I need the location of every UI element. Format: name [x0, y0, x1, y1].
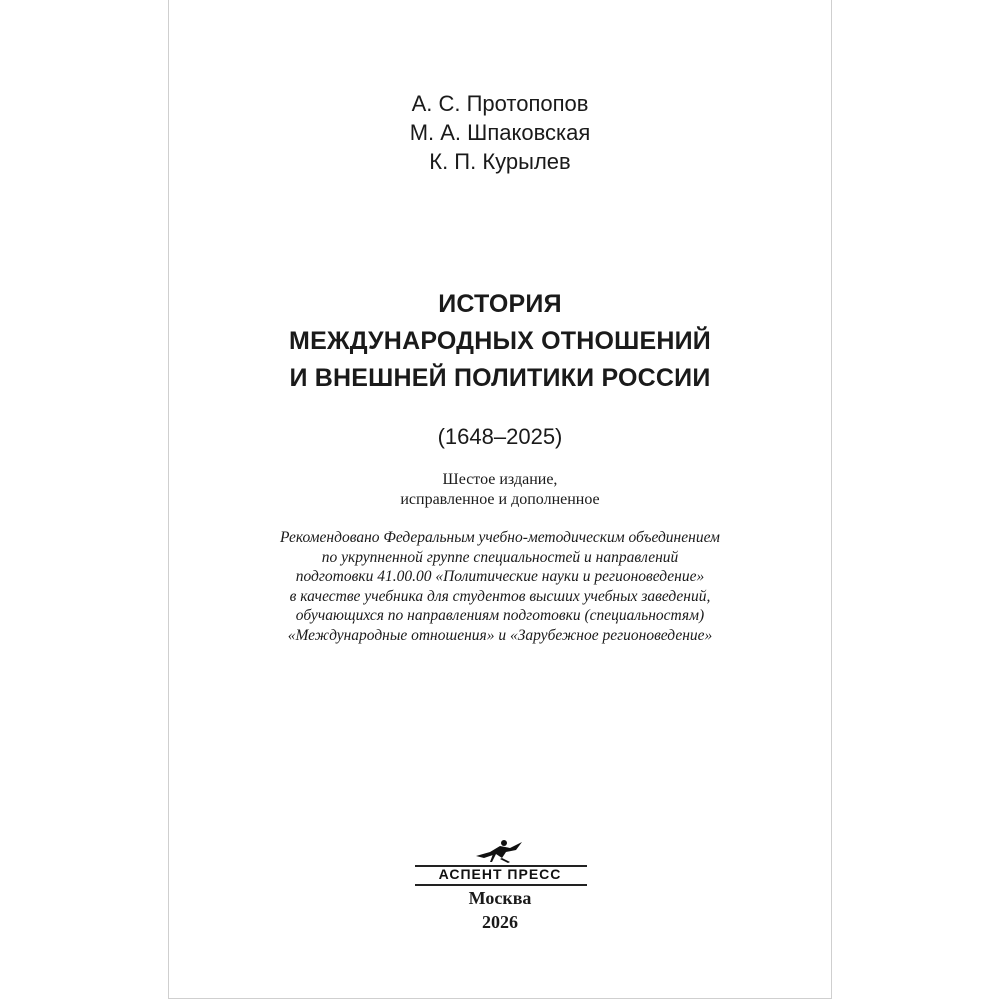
- edition-info: [169, 470, 831, 510]
- title-line: И ВНЕШНЕЙ ПОЛИТИКИ РОССИИ: [289, 364, 711, 392]
- title-page: [168, 0, 832, 999]
- imprint: [169, 886, 831, 934]
- recommendation-text: [169, 528, 831, 645]
- title-line: МЕЖДУНАРОДНЫХ ОТНОШЕНИЙ: [289, 327, 711, 355]
- recommendation-line: подготовки 41.00.00 «Политические науки и регионоведение»: [295, 568, 705, 585]
- recommendation-line: Рекомендовано Федеральным учебно-методическим объединением: [280, 529, 720, 546]
- recommendation-line: в качестве учебника для студентов высших учебных заведений,: [289, 587, 711, 605]
- edition-line: исправленное и дополненное: [400, 491, 600, 508]
- running-figure-icon: [470, 838, 530, 864]
- recommendation-line: «Международные отношения» и «Зарубежное регионоведение»: [287, 626, 713, 644]
- author-name: М. А. Шпаковская: [409, 120, 591, 145]
- recommendation-line: по укрупненной группе специальностей и направлений: [321, 548, 679, 566]
- edition-line: Шестое издание,: [442, 471, 558, 488]
- year-range: (1648–2025): [437, 424, 563, 449]
- publisher-logo: [169, 838, 831, 888]
- recommendation-line: обучающихся по направлениям подготовки (специальностям): [295, 607, 705, 624]
- author-name: К. П. Курылев: [429, 149, 571, 174]
- publication-city: Москва: [468, 888, 532, 908]
- author-name: А. С. Протопопов: [411, 91, 589, 116]
- authors-block: [169, 89, 831, 176]
- publisher-name: АСПЕНТ ПРЕСС: [438, 866, 562, 882]
- publication-year: 2026: [482, 912, 518, 932]
- title-line: ИСТОРИЯ: [438, 290, 562, 318]
- book-title: [169, 286, 831, 397]
